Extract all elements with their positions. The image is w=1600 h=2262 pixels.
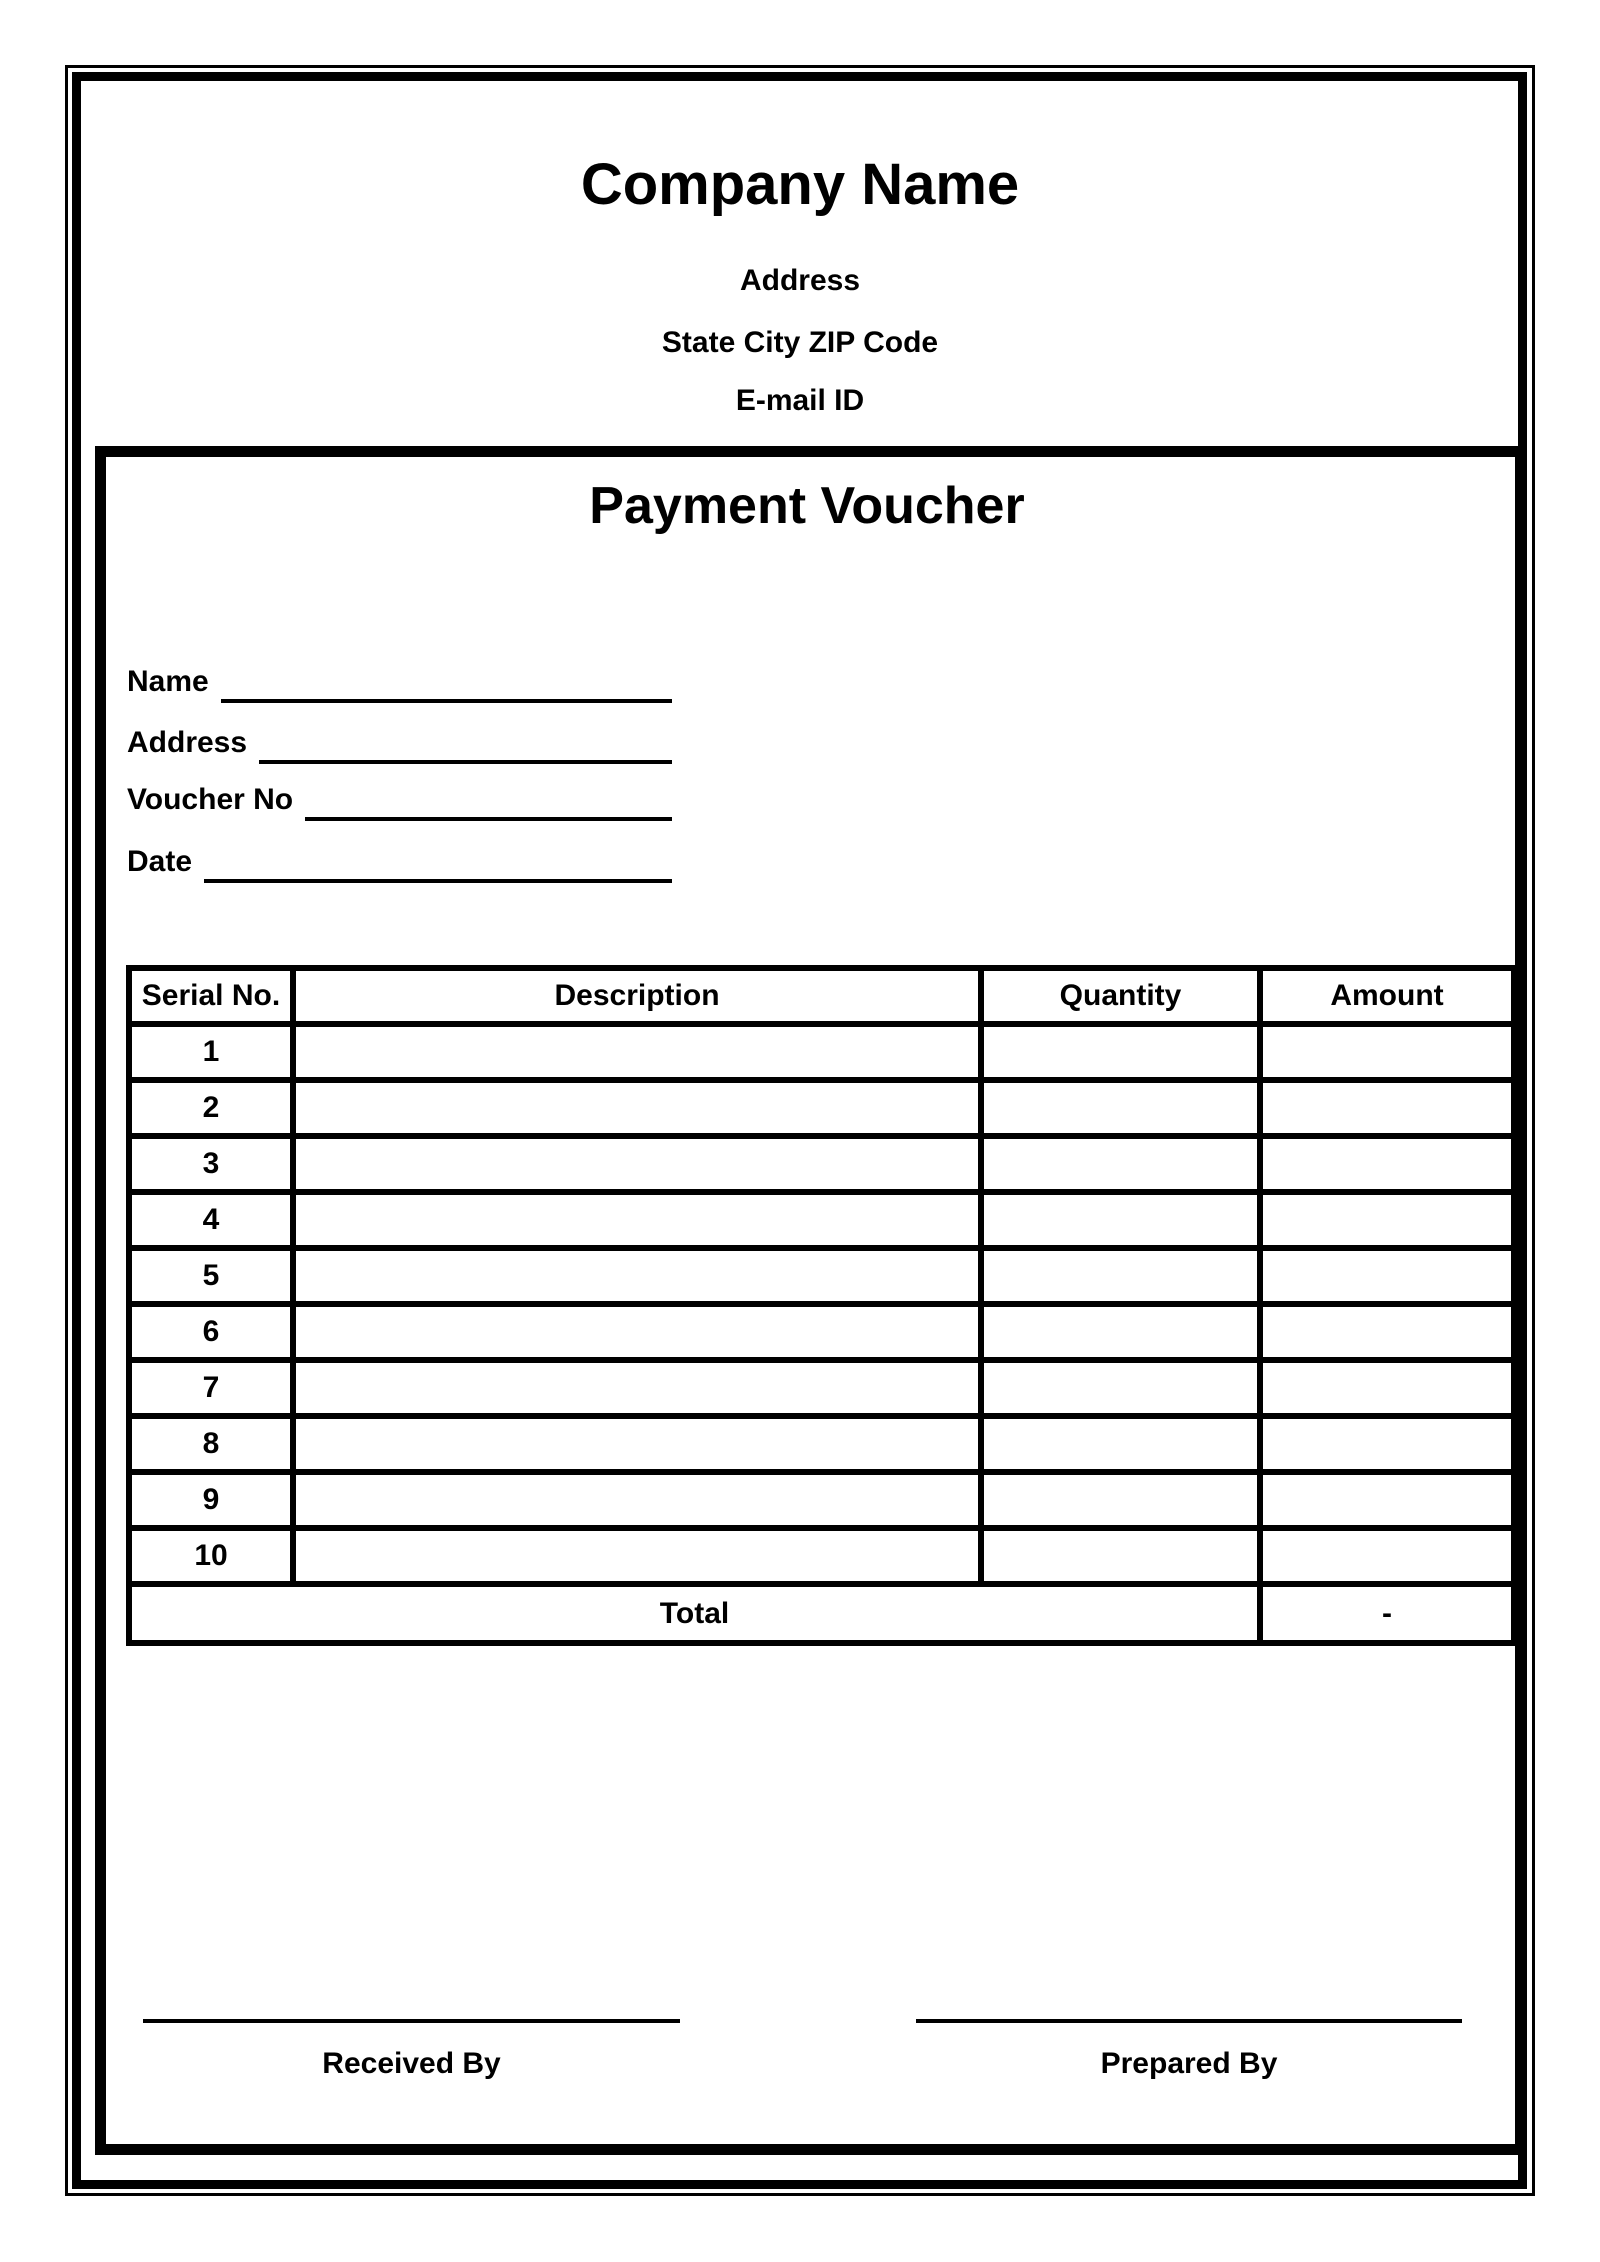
name-label: Name: [127, 665, 209, 698]
total-label: Total: [129, 1584, 1260, 1643]
amount-cell: [1260, 1528, 1516, 1584]
serial-cell: 10: [129, 1528, 293, 1584]
table-row: [129, 1080, 1516, 1136]
serial-cell: 8: [129, 1416, 293, 1472]
field-row-voucher-no: [127, 777, 672, 823]
received-by-signature-line: [143, 2019, 680, 2023]
prepared-by-signature-line: [916, 2019, 1462, 2023]
prepared-by-label: Prepared By: [1100, 2047, 1278, 2080]
amount-cell: [1260, 1472, 1516, 1528]
description-cell: [293, 1416, 981, 1472]
total-row: [129, 1584, 1516, 1643]
company-email: E-mail ID: [735, 384, 865, 417]
amount-cell: [1260, 1248, 1516, 1304]
quantity-cell: [981, 1416, 1260, 1472]
description-cell: [293, 1024, 981, 1080]
description-header: Description: [293, 968, 981, 1024]
table-row: [129, 1304, 1516, 1360]
voucher-no-blank-line: [305, 817, 672, 821]
address-label: Address: [127, 726, 248, 759]
amount-cell: [1260, 1304, 1516, 1360]
amount-cell: [1260, 1192, 1516, 1248]
table-row: [129, 1472, 1516, 1528]
serial-cell: 6: [129, 1304, 293, 1360]
amount-cell: [1260, 1360, 1516, 1416]
description-cell: [293, 1528, 981, 1584]
company-name: Company Name: [580, 152, 1020, 217]
voucher-no-label: Voucher No: [127, 783, 294, 816]
date-label: Date: [127, 845, 193, 878]
company-state-zip: State City ZIP Code: [661, 326, 939, 359]
amount-cell: [1260, 1024, 1516, 1080]
amount-cell: [1260, 1416, 1516, 1472]
quantity-cell: [981, 1024, 1260, 1080]
name-blank-line: [221, 699, 672, 703]
table-row: [129, 1416, 1516, 1472]
date-blank-line: [204, 879, 672, 883]
amount-cell: [1260, 1080, 1516, 1136]
voucher-title: Payment Voucher: [589, 477, 1025, 535]
quantity-cell: [981, 1360, 1260, 1416]
description-cell: [293, 1192, 981, 1248]
quantity-cell: [981, 1136, 1260, 1192]
address-blank-line: [259, 760, 672, 764]
description-cell: [293, 1080, 981, 1136]
quantity-cell: [981, 1472, 1260, 1528]
quantity-cell: [981, 1248, 1260, 1304]
quantity-cell: [981, 1304, 1260, 1360]
serial-no-header: Serial No.: [129, 968, 293, 1024]
field-row-address: [127, 720, 672, 766]
serial-cell: 4: [129, 1192, 293, 1248]
table-row: [129, 1528, 1516, 1584]
description-cell: [293, 1136, 981, 1192]
table-row: [129, 1136, 1516, 1192]
field-row-date: [127, 839, 672, 885]
description-cell: [293, 1360, 981, 1416]
quantity-cell: [981, 1080, 1260, 1136]
serial-cell: 3: [129, 1136, 293, 1192]
total-amount-cell: -: [1260, 1584, 1516, 1643]
serial-cell: 1: [129, 1024, 293, 1080]
description-cell: [293, 1304, 981, 1360]
field-row-name: [127, 659, 672, 705]
table-row: [129, 1192, 1516, 1248]
received-by-label: Received By: [322, 2047, 501, 2080]
description-cell: [293, 1248, 981, 1304]
quantity-header: Quantity: [981, 968, 1260, 1024]
table-header-row: [129, 968, 1516, 1024]
serial-cell: 9: [129, 1472, 293, 1528]
description-cell: [293, 1472, 981, 1528]
company-address: Address: [739, 264, 861, 297]
table-row: [129, 1360, 1516, 1416]
quantity-cell: [981, 1192, 1260, 1248]
serial-cell: 5: [129, 1248, 293, 1304]
serial-cell: 7: [129, 1360, 293, 1416]
serial-cell: 2: [129, 1080, 293, 1136]
items-table: [126, 965, 1521, 1646]
amount-cell: [1260, 1136, 1516, 1192]
table-row: [129, 1024, 1516, 1080]
amount-header: Amount: [1260, 968, 1516, 1024]
table-row: [129, 1248, 1516, 1304]
quantity-cell: [981, 1528, 1260, 1584]
